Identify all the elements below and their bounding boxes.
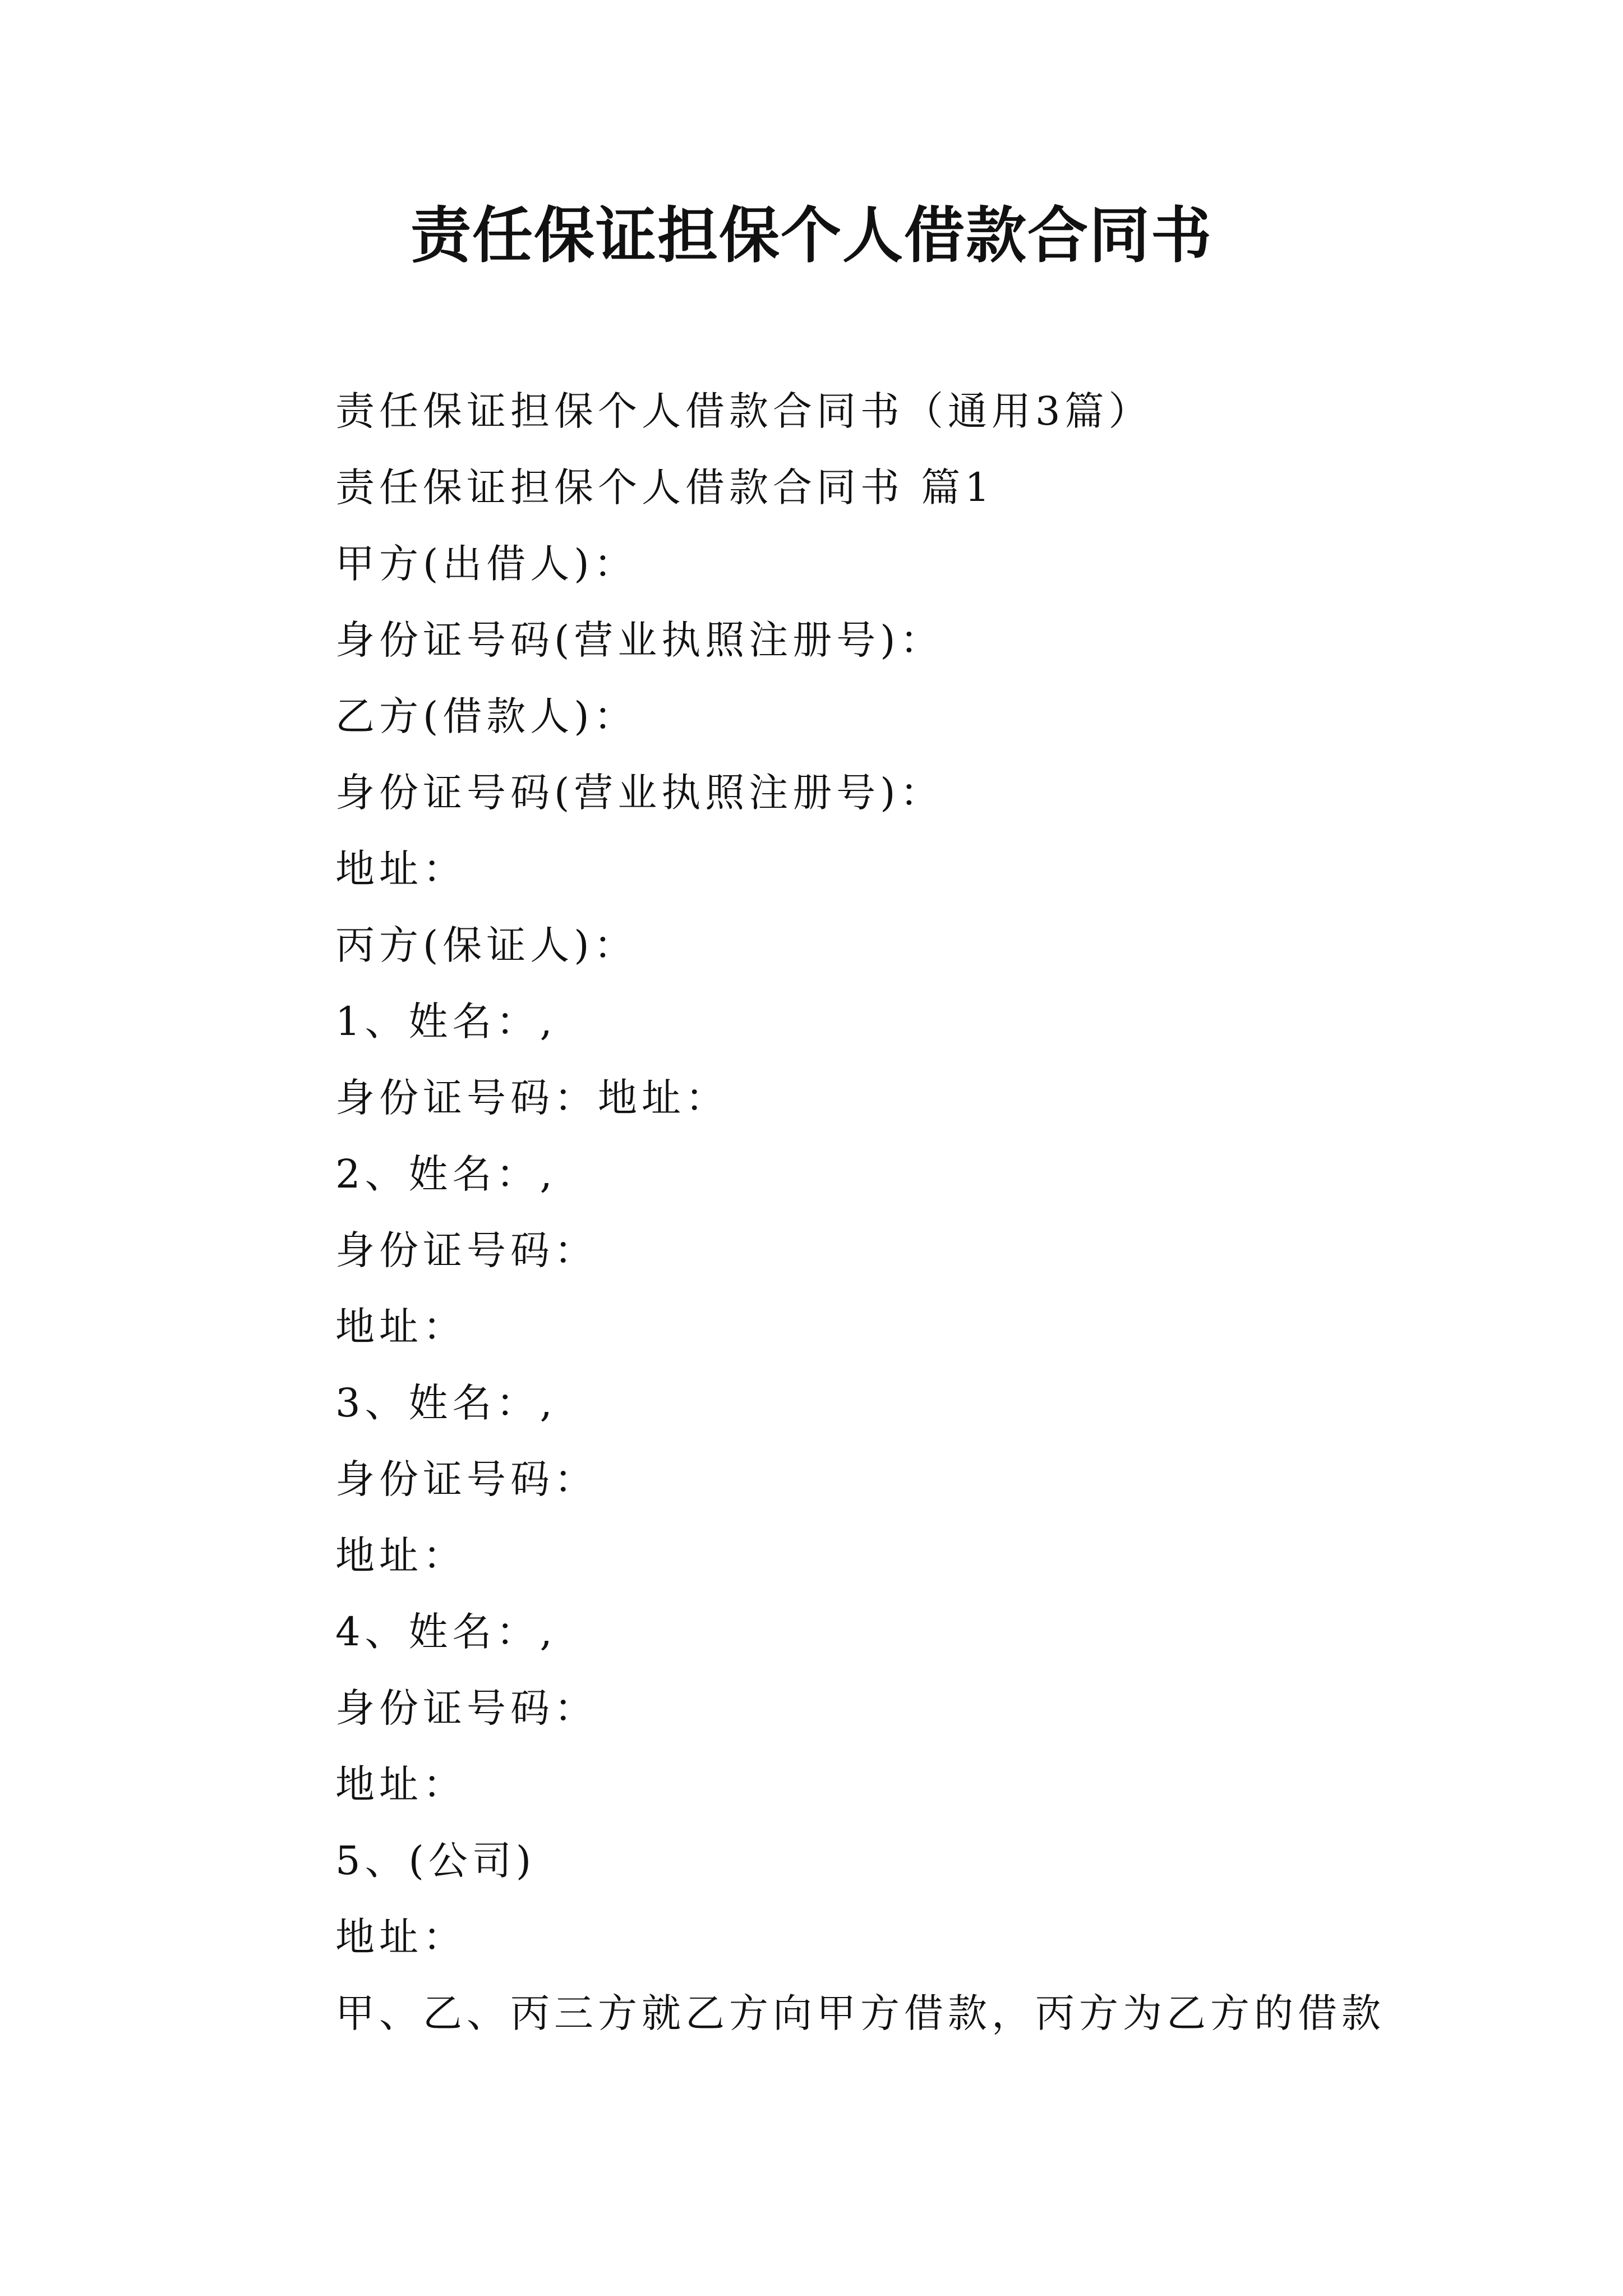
guarantor-2-name: 2、姓名：,: [335, 1151, 557, 1197]
document-title: 责任保证担保个人借款合同书: [410, 200, 1212, 271]
document-body: [335, 373, 1457, 2051]
guarantor-4-address: 地址：: [335, 1761, 467, 1807]
section-heading: 责任保证担保个人借款合同书 篇1: [335, 464, 994, 510]
guarantor-1-id-address: 身份证号码：地址：: [335, 1075, 729, 1121]
guarantor-2-id: 身份证号码：: [335, 1227, 598, 1273]
guarantor-2-address: 地址：: [335, 1304, 467, 1350]
guarantor-3-address: 地址：: [335, 1533, 467, 1579]
guarantor-5-company: 5、(公司): [335, 1838, 536, 1884]
party-a-label: 甲方(出借人)：: [335, 541, 638, 587]
guarantor-1-name: 1、姓名：,: [335, 999, 557, 1045]
guarantor-4-id: 身份证号码：: [335, 1685, 598, 1731]
party-b-id-field: 身份证号码(营业执照注册号)：: [335, 770, 944, 816]
guarantor-3-id: 身份证号码：: [335, 1456, 598, 1502]
party-a-id-field: 身份证号码(营业执照注册号)：: [335, 617, 944, 663]
subtitle-line: 责任保证担保个人借款合同书（通用3篇）: [335, 388, 1152, 434]
party-b-label: 乙方(借款人)：: [335, 693, 638, 739]
party-b-address-field: 地址：: [335, 846, 467, 892]
guarantor-4-name: 4、姓名：,: [335, 1609, 557, 1655]
guarantor-5-address: 地址：: [335, 1914, 467, 1960]
party-c-label: 丙方(保证人)：: [335, 922, 638, 968]
guarantor-3-name: 3、姓名：,: [335, 1380, 557, 1426]
agreement-paragraph: 甲、乙、丙三方就乙方向甲方借款，丙方为乙方的借款: [335, 1990, 1385, 2036]
